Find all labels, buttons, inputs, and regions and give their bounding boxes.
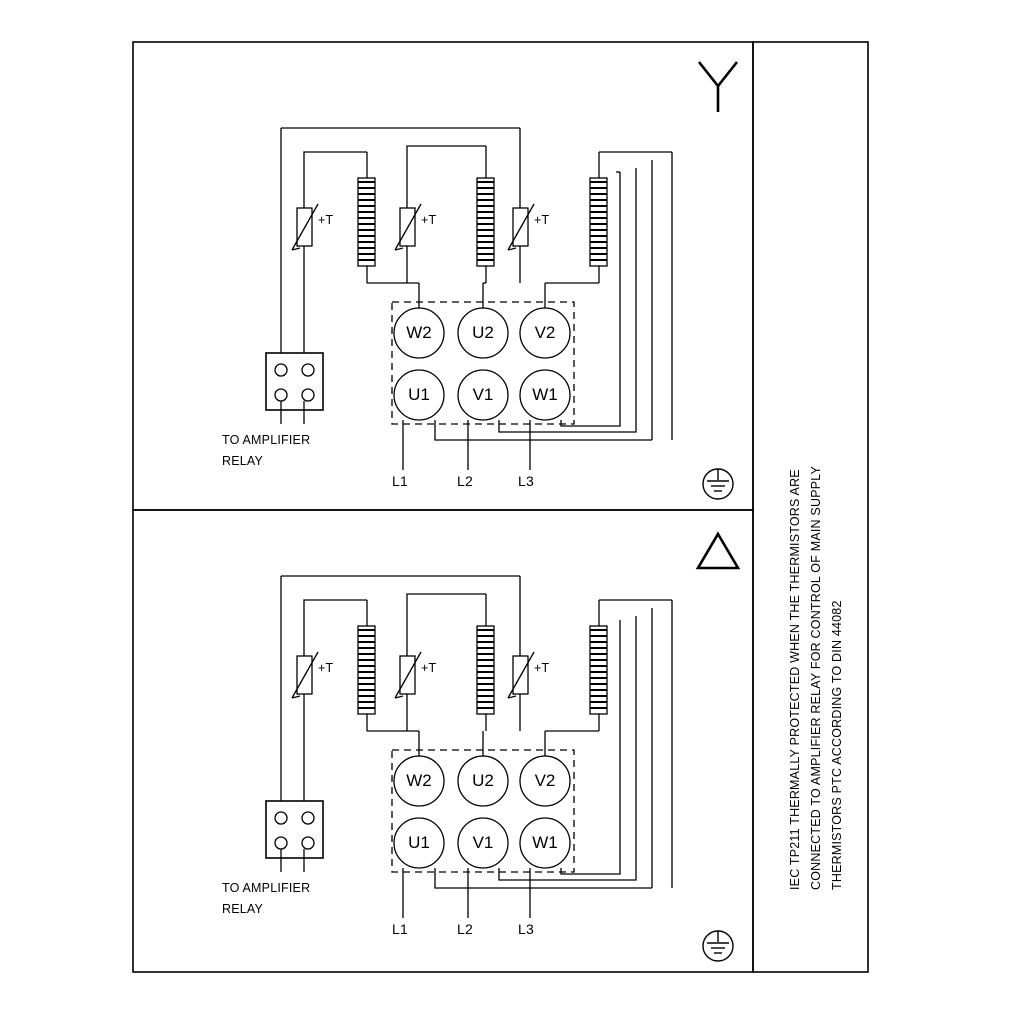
terminal-label-v1: V1 bbox=[472, 833, 494, 852]
terminal-label-w2: W2 bbox=[406, 771, 432, 790]
terminal-label-v2: V2 bbox=[534, 323, 556, 342]
note-line-1: IEC TP211 THERMALLY PROTECTED WHEN THE THERMISTORS ARE bbox=[788, 469, 802, 890]
wye-symbol bbox=[699, 62, 737, 112]
winding-1 bbox=[358, 178, 375, 266]
thermistor-label-3: +T bbox=[534, 213, 550, 227]
thermistor-label-6: +T bbox=[534, 661, 550, 675]
earth-symbol-delta bbox=[703, 931, 733, 961]
supply-label-l2: L2 bbox=[457, 921, 473, 937]
thermistor-label-4: +T bbox=[318, 661, 334, 675]
thermistor-5 bbox=[395, 643, 421, 710]
supply-label-l2: L2 bbox=[457, 473, 473, 489]
delta-symbol bbox=[698, 534, 738, 568]
winding-3 bbox=[590, 178, 607, 266]
terminal-label-w1: W1 bbox=[532, 385, 558, 404]
supply-label-l3: L3 bbox=[518, 473, 534, 489]
terminal-label-v2: V2 bbox=[534, 771, 556, 790]
amplifier-label-line2: RELAY bbox=[222, 454, 264, 468]
amplifier-connector-star bbox=[266, 353, 323, 424]
panel-star-graphics bbox=[266, 62, 737, 499]
thermistor-label-2: +T bbox=[421, 213, 437, 227]
amplifier-label-line1: TO AMPLIFIER bbox=[222, 433, 311, 447]
amplifier-label-line2: RELAY bbox=[222, 902, 264, 916]
terminal-label-w1: W1 bbox=[532, 833, 558, 852]
panel-delta-graphics bbox=[266, 534, 738, 961]
supply-label-l3: L3 bbox=[518, 921, 534, 937]
note-line-2: CONNECTED TO AMPLIFIER RELAY FOR CONTROL OF MAIN SUPPLY bbox=[809, 465, 823, 890]
thermistor-3 bbox=[508, 195, 534, 262]
terminal-label-w2: W2 bbox=[406, 323, 432, 342]
amplifier-connector-delta bbox=[266, 801, 323, 872]
thermistor-2 bbox=[395, 195, 421, 262]
terminal-label-u1: U1 bbox=[408, 385, 430, 404]
supply-label-l1: L1 bbox=[392, 473, 408, 489]
thermistor-label-5: +T bbox=[421, 661, 437, 675]
terminal-label-u1: U1 bbox=[408, 833, 430, 852]
thermistor-label-1: +T bbox=[318, 213, 334, 227]
winding-2 bbox=[477, 178, 494, 266]
thermistor-6 bbox=[508, 643, 534, 710]
amplifier-label-line1: TO AMPLIFIER bbox=[222, 881, 311, 895]
winding-4 bbox=[358, 626, 375, 714]
terminal-label-v1: V1 bbox=[472, 385, 494, 404]
earth-symbol-star bbox=[703, 469, 733, 499]
winding-6 bbox=[590, 626, 607, 714]
supply-label-l1: L1 bbox=[392, 921, 408, 937]
thermistor-1 bbox=[292, 195, 318, 262]
terminal-label-u2: U2 bbox=[472, 323, 494, 342]
note-line-3: THERMISTORS PTC ACCORDING TO DIN 44082 bbox=[830, 600, 844, 890]
thermistor-4 bbox=[292, 643, 318, 710]
winding-5 bbox=[477, 626, 494, 714]
terminal-label-u2: U2 bbox=[472, 771, 494, 790]
